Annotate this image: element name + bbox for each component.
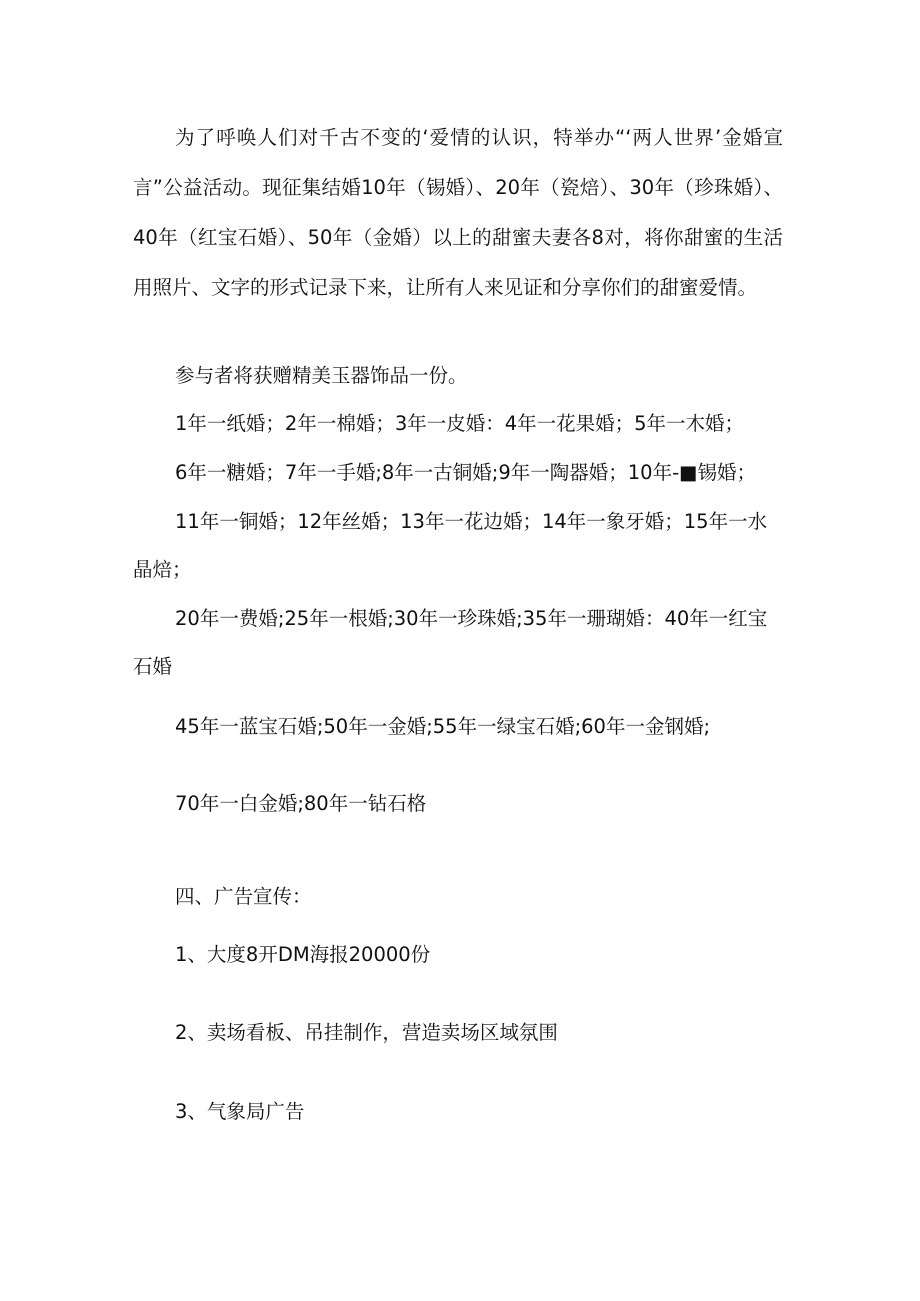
intro-paragraph: 为了呼唤人们对千古不变的‘爱情的认识，特举办“‘两人世界’金婚宣言”公益活动。现征集结婚10年（锡婚）、20年（瓷焙）、30年（珍珠婚）、40年（红宝石婚）、50年（金婚）以上的甜蜜夫妻各8对，将你甜蜜的生活用照片、文字的形式记录下来，让所有人来见证和分享你们的甜蜜爱情。 (133, 126, 783, 299)
ad-item-2: 2、卖场看板、吊挂制作，营造卖场区域氛围 (175, 1021, 558, 1044)
anniversary-line-1: 1年一纸婚；2年一棉婚；3年一皮婚：4年一花果婚；5年一木婚； (175, 412, 745, 435)
anniversary-line-4: 20年一费婚;25年一根婚;30年一珍珠婚;35年一珊瑚婚：40年一红宝石婚 (133, 607, 768, 678)
ad-item-1: 1、大度8开DM海报20000份 (175, 943, 431, 966)
anniversary-line-3: 11年一铜婚；12年丝婚；13年一花边婚；14年一象牙婚；15年一水晶焙； (133, 510, 768, 581)
ad-item-3: 3、气象局广告 (175, 1100, 305, 1123)
anniversary-line-2: 6年一糖婚；7年一手婚;8年一古铜婚;9年一陶器婚；10年-■锡婚； (175, 461, 757, 484)
anniversary-line-6: 70年一白金婚;80年一钻石格 (175, 792, 427, 815)
gift-paragraph: 参与者将获赠精美玉器饰品一份。 (175, 364, 468, 387)
anniversary-line-5: 45年一蓝宝石婚;50年一金婚;55年一绿宝石婚;60年一金钢婚; (175, 715, 711, 738)
section-heading: 四、广告宣传： (175, 885, 312, 908)
